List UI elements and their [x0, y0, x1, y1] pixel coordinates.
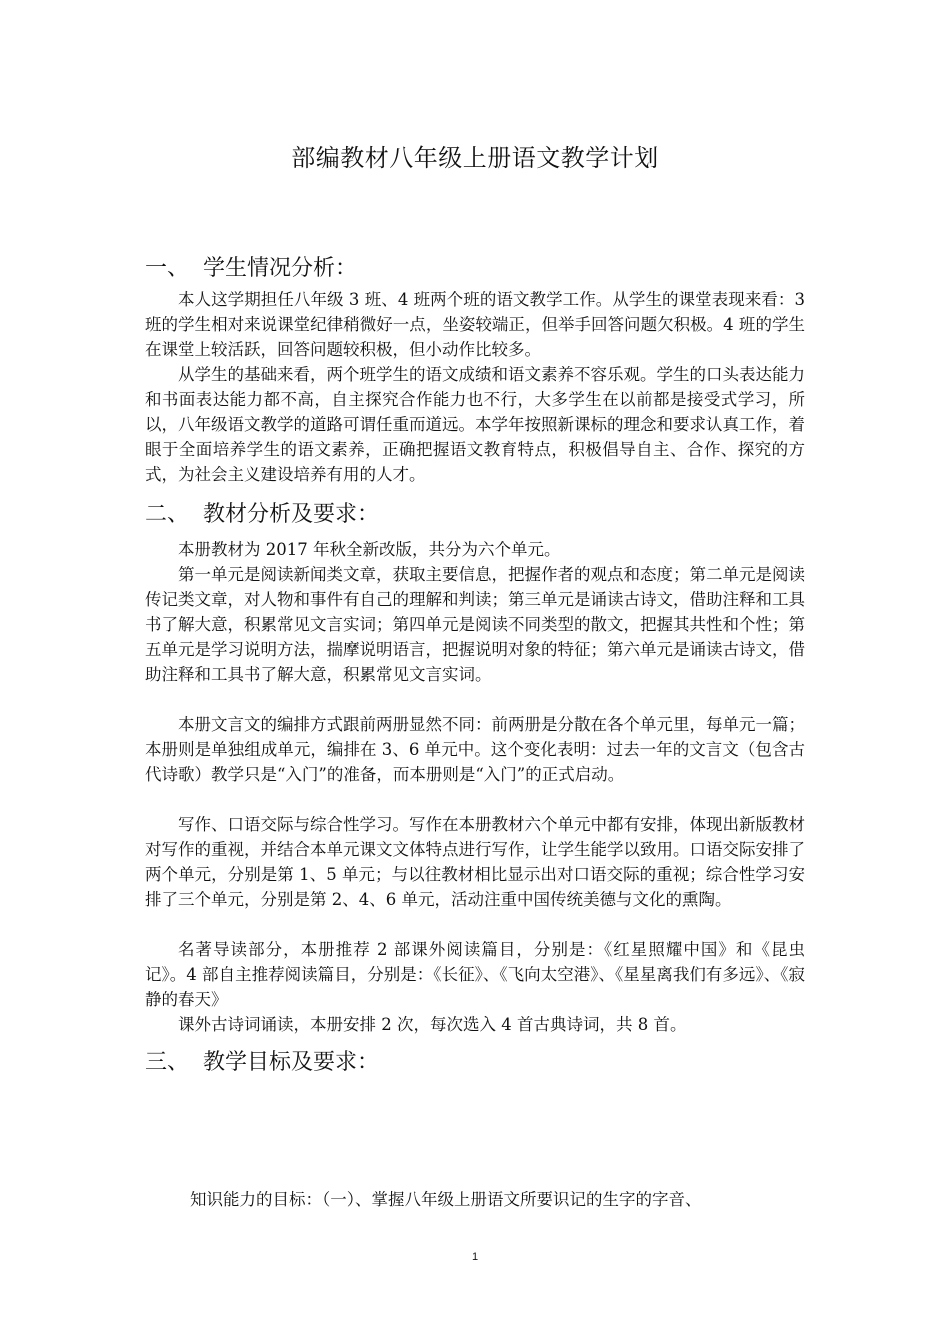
section-number: 三、 [145, 1050, 190, 1075]
paragraph: 本册教材为 2017 年秋全新改版，共分为六个单元。 [178, 540, 561, 559]
paragraph: 从学生的基础来看，两个班学生的语文成绩和语文素养不容乐观。学生的口头表达能力和书面表达能力都不高，自主探究合作能力也不行，大多学生在以前都是接受式学习，所以，八年级语文教学的道路可谓任重而道远。本学年按照新课标的理念和要求认真工作，着眼于全面培养学生的语文素养，正确把握语文教育特点，积极倡导自主、合作、探究的方式，为社会主义建设培养有用的人才。 [145, 365, 805, 484]
page-number: 1 [471, 1251, 479, 1263]
paragraph: 课外古诗词诵读，本册安排 2 次，每次选入 4 首古典诗词，共 8 首。 [178, 1015, 687, 1034]
paragraph: 名著导读部分，本册推荐 2 部课外阅读篇目，分别是：《红星照耀中国》和《昆虫记》。4 部自主推荐阅读篇目，分别是：《长征》、《飞向太空港》、《星星离我们有多远》、《寂静的春天》 [145, 940, 805, 1009]
section-heading-3 [145, 1045, 379, 1076]
page-title: 部编教材八年级上册语文教学计划 [291, 144, 659, 172]
section-title: 学生情况分析： [203, 256, 358, 281]
paragraph: 本人这学期担任八年级 3 班、4 班两个班的语文教学工作。从学生的课堂表现来看：3 班的学生相对来说课堂纪律稍微好一点，坐姿较端正，但举手回答问题欠积极。4 班的学生在课堂上较活跃，回答问题较积极，但小动作比较多。 [145, 290, 805, 359]
paragraph: 第一单元是阅读新闻类文章，获取主要信息，把握作者的观点和态度；第二单元是阅读传记类文章，对人物和事件有自己的理解和判读；第三单元是诵读古诗文，借助注释和工具书了解大意，积累常见文言实词；第四单元是阅读不同类型的散文，把握其共性和个性；第五单元是学习说明方法，揣摩说明语言，把握说明对象的特征；第六单元是诵读古诗文，借助注释和工具书了解大意，积累常见文言实词。 [145, 565, 805, 684]
section-heading-1 [145, 251, 357, 282]
section-number: 一、 [145, 256, 190, 281]
section-number: 二、 [145, 502, 190, 527]
knowledge-goals-line: 知识能力的目标：（一）、掌握八年级上册语文所要识记的生字的字音、 [190, 1190, 702, 1209]
section-title: 教学目标及要求： [203, 1050, 380, 1075]
section-heading-2 [145, 497, 379, 528]
paragraph: 写作、口语交际与综合性学习。写作在本册教材六个单元中都有安排，体现出新版教材对写作的重视，并结合本单元课文文体特点进行写作，让学生能学以致用。口语交际安排了两个单元，分别是第 1、5 单元；与以往教材相比显示出对口语交际的重视；综合性学习安排了三个单元，分别是第 2、4、6 单元，活动注重中国传统美德与文化的熏陶。 [145, 815, 805, 909]
section-title: 教材分析及要求： [203, 502, 380, 527]
paragraph: 本册文言文的编排方式跟前两册显然不同：前两册是分散在各个单元里，每单元一篇；本册则是单独组成单元，编排在 3、6 单元中。这个变化表明：过去一年的文言文（包含古代诗歌）教学只是“入门”的准备，而本册则是“入门”的正式启动。 [145, 715, 805, 784]
